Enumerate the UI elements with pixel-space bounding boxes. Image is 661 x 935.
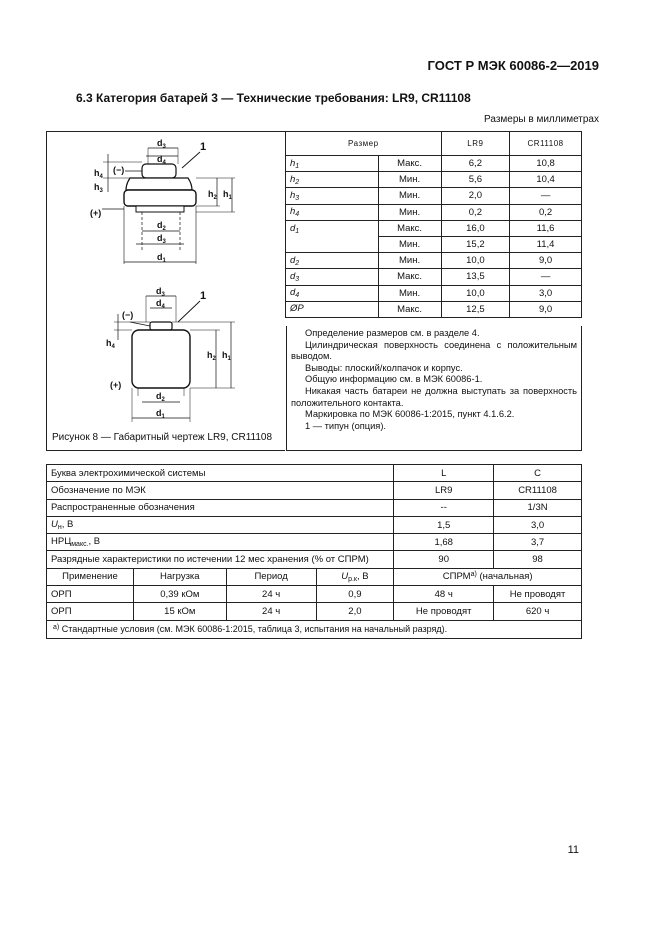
table-cell: Не проводят	[394, 603, 494, 620]
table-cell: $d_2$	[286, 253, 379, 269]
lr9-cap	[142, 164, 176, 178]
label-d1-bottom: $d_1$	[156, 408, 165, 420]
label-h2-bottom: $h_2$	[207, 350, 216, 362]
table-cell: 15,2	[441, 236, 510, 252]
characteristics-table	[46, 464, 582, 639]
table-cell: 2,0	[441, 188, 510, 204]
table-cell: --	[394, 499, 494, 516]
dimension-table	[285, 131, 582, 318]
label-d3-top: $d_3$	[157, 138, 166, 150]
label-d1-top: $d_1$	[157, 252, 166, 264]
note-line: Определение размеров см. в разделе 4.	[305, 328, 480, 338]
col-header-cr11108: CR11108	[510, 132, 582, 156]
table-cell: 24 ч	[226, 603, 316, 620]
col-header-lr9: LR9	[441, 132, 510, 156]
battery-dimension-drawing	[50, 134, 282, 432]
table-cell: $^{а)}$ Стандартные условия (см. МЭК 60086-1:2015, таблица 3, испытания на начальный разряд).	[47, 620, 582, 638]
table-row	[286, 172, 582, 188]
label-minus-top: (−)	[113, 165, 125, 175]
dimension-notes	[286, 326, 582, 451]
table-cell: 3,0	[494, 516, 582, 533]
table-cell: $h_3$	[286, 188, 379, 204]
table-cell: $СПРМ^{а)}$ (начальная)	[394, 568, 582, 585]
table-cell: 9,0	[510, 301, 582, 317]
table-cell: Разрядные характеристики по истечении 12 мес хранения (% от СПРМ)	[47, 551, 394, 568]
table-cell: Распространенные обозначения	[47, 499, 394, 516]
table-cell: LR9	[394, 482, 494, 499]
table-cell: 15 кОм	[133, 603, 226, 620]
table-cell: 16,0	[441, 220, 510, 236]
table-cell: 3,0	[510, 285, 582, 301]
table-cell: 0,39 кОм	[133, 586, 226, 603]
table-cell: $d_3$	[286, 269, 379, 285]
units-note: Размеры в миллиметрах	[484, 114, 599, 125]
table-cell: $h_4$	[286, 204, 379, 220]
label-h3-top: $h_3$	[94, 182, 103, 194]
table-row	[47, 465, 582, 482]
table-cell: 0,9	[316, 586, 394, 603]
table-cell: $h_1$	[286, 156, 379, 172]
label-plus-bottom: (+)	[110, 380, 122, 390]
table-footnote	[47, 620, 582, 638]
table-cell: 5,6	[441, 172, 510, 188]
table-row	[286, 269, 582, 285]
lr9-flange	[126, 178, 192, 190]
cr-body	[132, 330, 190, 388]
table-cell: 24 ч	[226, 586, 316, 603]
table-row	[47, 534, 582, 551]
label-h4-top: $h_4$	[94, 168, 103, 180]
table-cell: Мин.	[378, 188, 441, 204]
table-cell: 10,8	[510, 156, 582, 172]
table-cell: 620 ч	[494, 603, 582, 620]
table-row	[47, 551, 582, 568]
table-cell: 3,7	[494, 534, 582, 551]
table-cell: Мин.	[378, 204, 441, 220]
table-row	[286, 220, 582, 236]
table-row	[47, 499, 582, 516]
table-cell: $U_н$, В	[47, 516, 394, 533]
label-d4-bottom: $d_4$	[156, 298, 165, 310]
note-line: Цилиндрическая поверхность соединена с положительным выводом.	[291, 339, 577, 362]
table-row	[286, 204, 582, 220]
table-cell: Нагрузка	[133, 568, 226, 585]
table-row	[47, 586, 582, 603]
table-cell: —	[510, 269, 582, 285]
label-d3-bottom: $d_3$	[156, 286, 165, 298]
table-cell: Мин.	[378, 172, 441, 188]
table-row	[286, 156, 582, 172]
table-cell: 2,0	[316, 603, 394, 620]
table-cell: Обозначение по МЭК	[47, 482, 394, 499]
table-cell: Макс.	[378, 301, 441, 317]
label-d3-mid: $d_3$	[157, 233, 166, 245]
table-row	[47, 516, 582, 533]
table-cell: $U_{р.к}$, В	[316, 568, 394, 585]
label-d2-top: $d_2$	[157, 220, 166, 232]
table-cell: ØP	[286, 301, 379, 317]
table-cell: Мин.	[378, 285, 441, 301]
table-cell: 10,0	[441, 285, 510, 301]
table-cell: 1,68	[394, 534, 494, 551]
table-header-row	[47, 568, 582, 585]
label-h2-top: $h_2$	[208, 189, 217, 201]
table-cell: $h_2$	[286, 172, 379, 188]
table-cell: $НРЦ_{макс.}$, В	[47, 534, 394, 551]
lr9-body	[124, 190, 196, 206]
table-row	[286, 285, 582, 301]
note-line: Маркировка по МЭК 60086-1:2015, пункт 4.1.6.2.	[305, 409, 515, 420]
table-row	[286, 301, 582, 317]
table-cell: 1,5	[394, 516, 494, 533]
page-number: 11	[567, 844, 579, 856]
table-row	[286, 253, 582, 269]
table-row	[47, 482, 582, 499]
table-cell: 12,5	[441, 301, 510, 317]
table-cell: C	[494, 465, 582, 482]
table-cell: Макс.	[378, 269, 441, 285]
table-cell: Мин.	[378, 253, 441, 269]
table-cell: 1/3N	[494, 499, 582, 516]
table-cell: 13,5	[441, 269, 510, 285]
table-cell: Макс.	[378, 220, 441, 236]
label-1-top: 1	[200, 141, 207, 153]
label-h1-bottom: $h_1$	[222, 350, 231, 362]
section-title: 6.3 Категория батарей 3 — Технические требования: LR9, CR11108	[76, 91, 471, 105]
note-line: 1 — типун (опция).	[305, 420, 387, 431]
label-d2-bottom: $d_2$	[156, 391, 165, 403]
table-cell: Не проводят	[494, 586, 582, 603]
table-cell: ОРП	[47, 603, 134, 620]
document-code: ГОСТ Р МЭК 60086-2—2019	[427, 58, 599, 73]
table-cell: Мин.	[378, 236, 441, 252]
table-row	[286, 188, 582, 204]
label-plus-top: (+)	[90, 208, 102, 218]
table-cell: Период	[226, 568, 316, 585]
table-cell: 11,4	[510, 236, 582, 252]
label-d4-top: $d_4$	[157, 154, 166, 166]
table-cell: 48 ч	[394, 586, 494, 603]
table-cell: —	[510, 188, 582, 204]
table-cell: 0,2	[510, 204, 582, 220]
table-cell: Макс.	[378, 156, 441, 172]
label-minus-bottom: (−)	[122, 310, 134, 320]
note-line: Общую информацию см. в МЭК 60086-1.	[305, 374, 483, 385]
table-cell: 90	[394, 551, 494, 568]
table-cell: $d_1$	[286, 220, 379, 252]
cr-cap	[150, 322, 172, 330]
table-cell: 10,0	[441, 253, 510, 269]
table-cell: CR11108	[494, 482, 582, 499]
table-cell: L	[394, 465, 494, 482]
figure-caption: Рисунок 8 — Габаритный чертеж LR9, CR11108	[52, 432, 273, 443]
table-cell: 6,2	[441, 156, 510, 172]
note-line: Выводы: плоский/колпачок и корпус.	[305, 362, 463, 373]
table-cell: ОРП	[47, 586, 134, 603]
table-row	[47, 603, 582, 620]
table-cell: 11,6	[510, 220, 582, 236]
note-line: Никакая часть батареи не должна выступать за поверхность положительного контакта.	[291, 385, 577, 408]
col-header-size: Размер	[286, 132, 442, 156]
table-cell: Применение	[47, 568, 134, 585]
label-h1-top: $h_1$	[223, 189, 232, 201]
table-cell: $d_4$	[286, 285, 379, 301]
label-1-bottom: 1	[200, 290, 207, 302]
table-cell: 98	[494, 551, 582, 568]
label-h4-bottom: $h_4$	[106, 338, 115, 350]
table-cell: Буква электрохимической системы	[47, 465, 394, 482]
table-cell: 0,2	[441, 204, 510, 220]
table-cell: 9,0	[510, 253, 582, 269]
table-cell: 10,4	[510, 172, 582, 188]
